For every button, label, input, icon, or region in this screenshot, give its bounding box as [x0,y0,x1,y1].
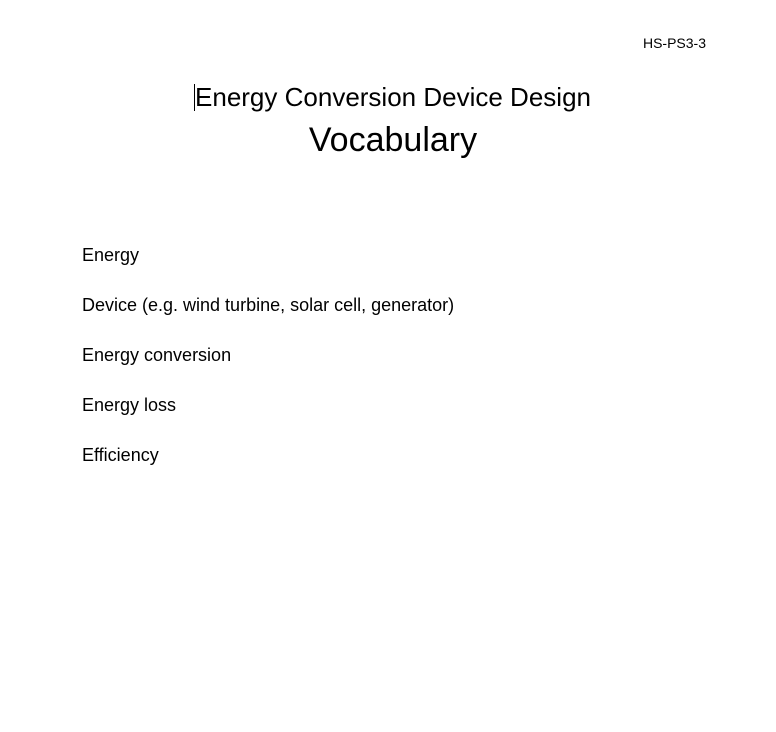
vocabulary-term: Device (e.g. wind turbine, solar cell, generator) [82,295,455,315]
document-subtitle: Vocabulary [308,121,478,159]
vocabulary-term: Energy [82,245,140,265]
vocabulary-term: Energy loss [82,395,177,415]
vocabulary-list [82,245,454,495]
vocabulary-term: Energy conversion [82,345,232,365]
title-block [0,82,776,159]
vocabulary-term: Efficiency [82,445,159,465]
text-cursor [194,84,195,111]
standard-code: HS-PS3-3 [642,35,706,51]
document-title-text: Energy Conversion Device Design [195,82,591,112]
document-title[interactable] [195,82,591,112]
